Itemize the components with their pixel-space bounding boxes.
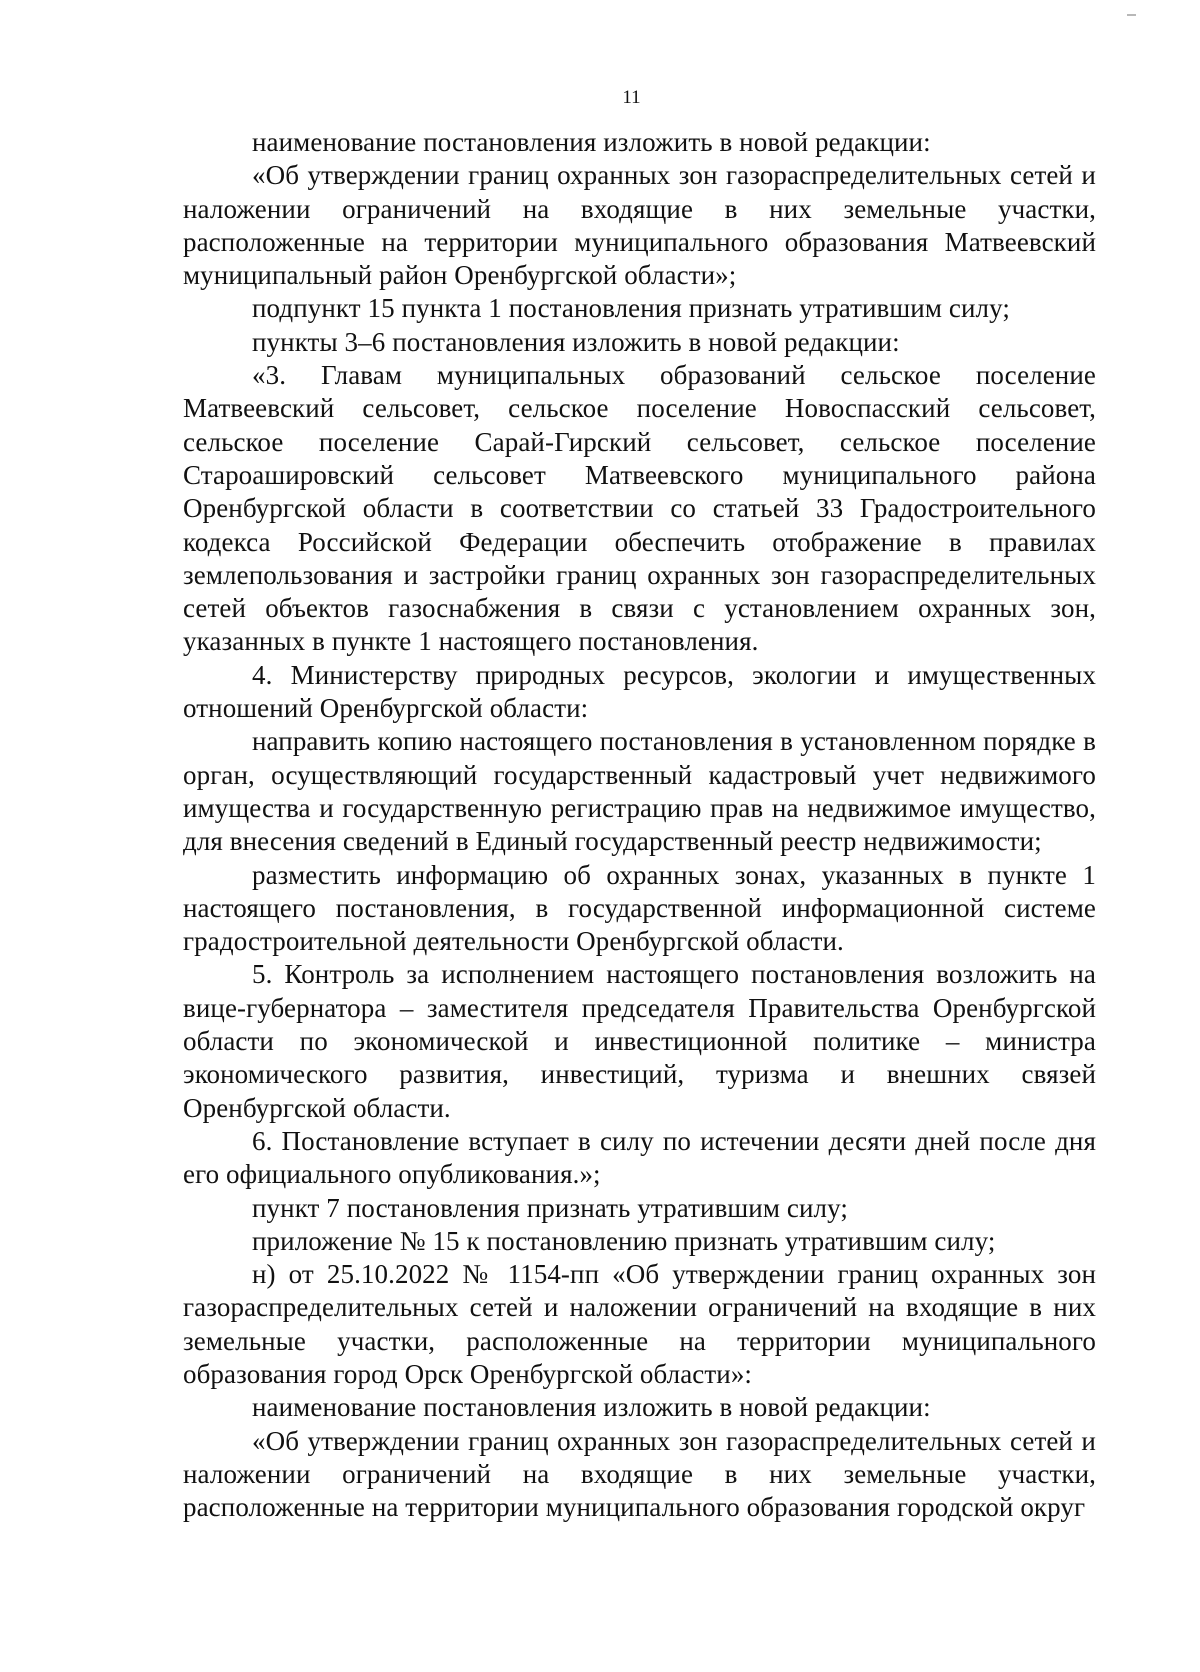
paragraph-clause-6: 6. Постановление вступает в силу по истечении десяти дней после дня его официального опубликования.»; bbox=[183, 1125, 1096, 1190]
paragraph-subclause-repeal: подпункт 15 пункта 1 постановления признать утратившим силу; bbox=[252, 293, 1010, 324]
paragraph-title-instruction: наименование постановления изложить в новой редакции: bbox=[252, 127, 931, 157]
paragraph-clause-4-copy: направить копию настоящего постановления в установленном порядке в орган, осуществляющий государственный кадастровый учет недвижимого имущества и государственную регистрацию прав на недвижимое имущество, для внесения сведений в Единый государственный реестр недвижимости; bbox=[183, 726, 1096, 857]
paragraph-clause-3: «3. Главам муниципальных образований сельское поселение Матвеевский сельсовет, сельское поселение Новоспасский сельсовет, сельское поселение Сарай-Гирский сельсовет, сельское поселение Староашировский сельсовет Матвеевского муниципального района Оренбургской области в соответствии со статьей 33 Градостроительного кодекса Российской Федерации обеспечить отображение в правилах землепользования и застройки границ охранных зон газораспределительных сетей объектов газоснабжения в связи с установлением охранных зон, указанных в пункте 1 настоящего постановления. bbox=[183, 360, 1096, 657]
document-body bbox=[183, 126, 1096, 1524]
paragraph-clause-4: 4. Министерству природных ресурсов, экологии и имущественных отношений Оренбургской области: bbox=[183, 659, 1096, 724]
paragraph-clause-5: 5. Контроль за исполнением настоящего постановления возложить на вице-губернатора – заместителя председателя Правительства Оренбургской области по экономической и инвестиционной политике – министра экономического развития, инвестиций, туризма и внешних связей Оренбургской области. bbox=[183, 959, 1096, 1123]
scan-artifact bbox=[1127, 14, 1136, 16]
paragraph-new-title: «Об утверждении границ охранных зон газораспределительных сетей и наложении ограничений на входящие в них земельные участки, расположенные на территории муниципального образования Матвеевский муниципальный район Оренбургской области»; bbox=[183, 160, 1096, 291]
paragraph-clauses-instruction: пункты 3–6 постановления изложить в новой редакции: bbox=[252, 326, 900, 357]
paragraph-clause-4-publish: разместить информацию об охранных зонах, указанных в пункте 1 настоящего постановления, в государственной информационной системе градостроительной деятельности Оренбургской области. bbox=[183, 859, 1096, 957]
paragraph-appendix-repeal: приложение № 15 к постановлению признать утратившим силу; bbox=[252, 1225, 996, 1256]
paragraph-item-n: н) от 25.10.2022 № 1154-пп «Об утверждении границ охранных зон газораспределительных сетей и наложении ограничений на входящие в них земельные участки, расположенные на территории муниципального образования город Орск Оренбургской области»: bbox=[183, 1259, 1096, 1389]
paragraph-clause-7-repeal: пункт 7 постановления признать утратившим силу; bbox=[252, 1192, 848, 1223]
paragraph-title-instruction-2: наименование постановления изложить в новой редакции: bbox=[252, 1392, 931, 1423]
paragraph-new-title-2: «Об утверждении границ охранных зон газораспределительных сетей и наложении ограничений на входящие в них земельные участки, расположенные на территории муниципального образования городской округ bbox=[183, 1425, 1096, 1523]
page-number: 11 bbox=[622, 87, 641, 108]
